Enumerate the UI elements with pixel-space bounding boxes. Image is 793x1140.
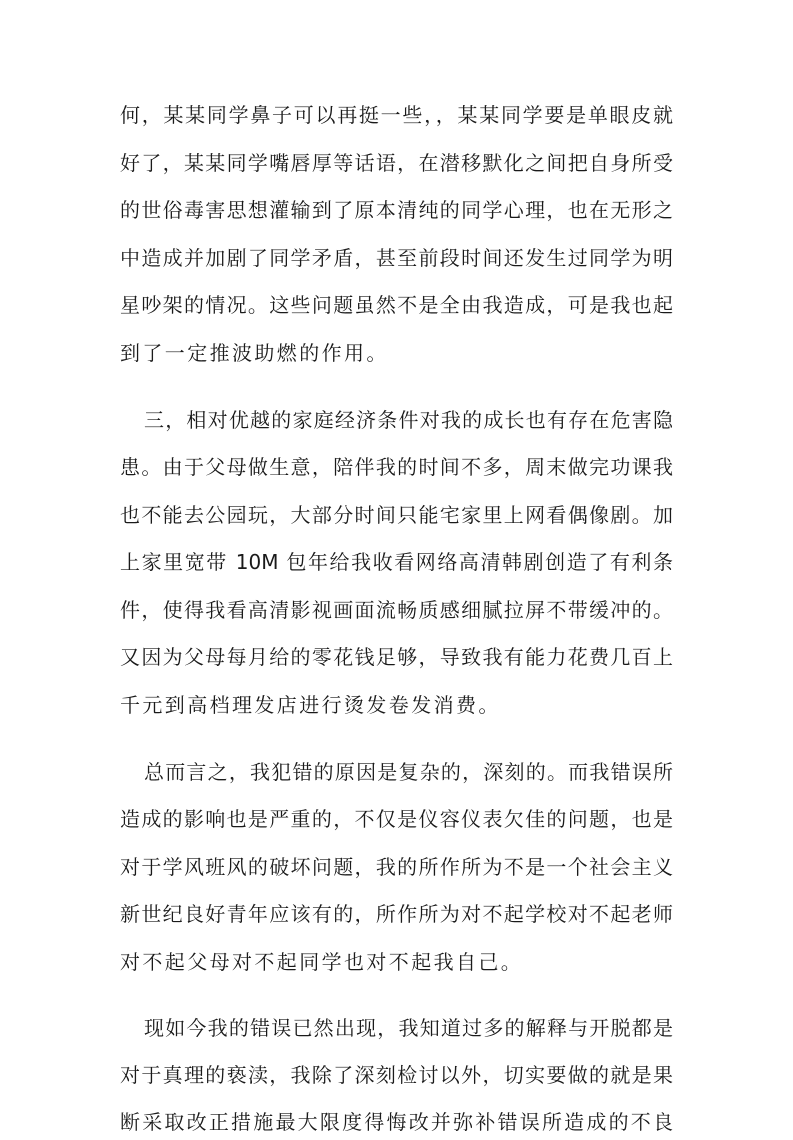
text-line: 也不能去公园玩，大部分时间只能宅家里上网看偶像剧。加 [120,503,673,527]
text-line: 好了，某某同学嘴唇厚等话语，在潜移默化之间把自身所受 [120,151,673,175]
text-line: 上家里宽带 10M 包年给我收看网络高清韩剧创造了有利条 [120,550,673,574]
text-line: 对不起父母对不起同学也对不起我自己。 [120,950,524,974]
text-line: 何，某某同学鼻子可以再挺一些，，某某同学要是单眼皮就 [120,103,673,127]
text-line: 千元到高档理发店进行烫发卷发消费。 [120,693,501,717]
text-line: 对于真理的亵渎，我除了深刻检讨以外，切实要做的就是果 [120,1063,673,1087]
text-line: 造成的影响也是严重的，不仅是仪容仪表欠佳的问题，也是 [120,807,673,831]
text-line: 现如今我的错误已然出现，我知道过多的解释与开脱都是 [144,1016,673,1040]
text-line: 星吵架的情况。这些问题虽然不是全由我造成，可是我也起 [120,293,673,317]
text-line: 总而言之，我犯错的原因是复杂的，深刻的。而我错误所 [144,760,673,784]
text-line: 到了一定推波助燃的作用。 [120,341,389,365]
text-line: 又因为父母每月给的零花钱足够，导致我有能力花费几百上 [120,645,673,669]
text-line: 的世俗毒害思想灌输到了原本清纯的同学心理，也在无形之 [120,198,673,222]
text-line: 新世纪良好青年应该有的，所作所为对不起学校对不起老师 [120,902,673,926]
text-line: 患。由于父母做生意，陪伴我的时间不多，周末做完功课我 [120,455,673,479]
text-line: 断采取改正措施最大限度得悔改并弥补错误所造成的不良 [120,1110,673,1134]
text-line: 件，使得我看高清影视画面流畅质感细腻拉屏不带缓冲的。 [120,598,673,622]
text-line: 中造成并加剧了同学矛盾，甚至前段时间还发生过同学为明 [120,246,673,270]
text-line: 对于学风班风的破坏问题，我的所作所为不是一个社会主义 [120,855,673,879]
text-line: 三，相对优越的家庭经济条件对我的成长也有存在危害隐 [144,408,673,432]
